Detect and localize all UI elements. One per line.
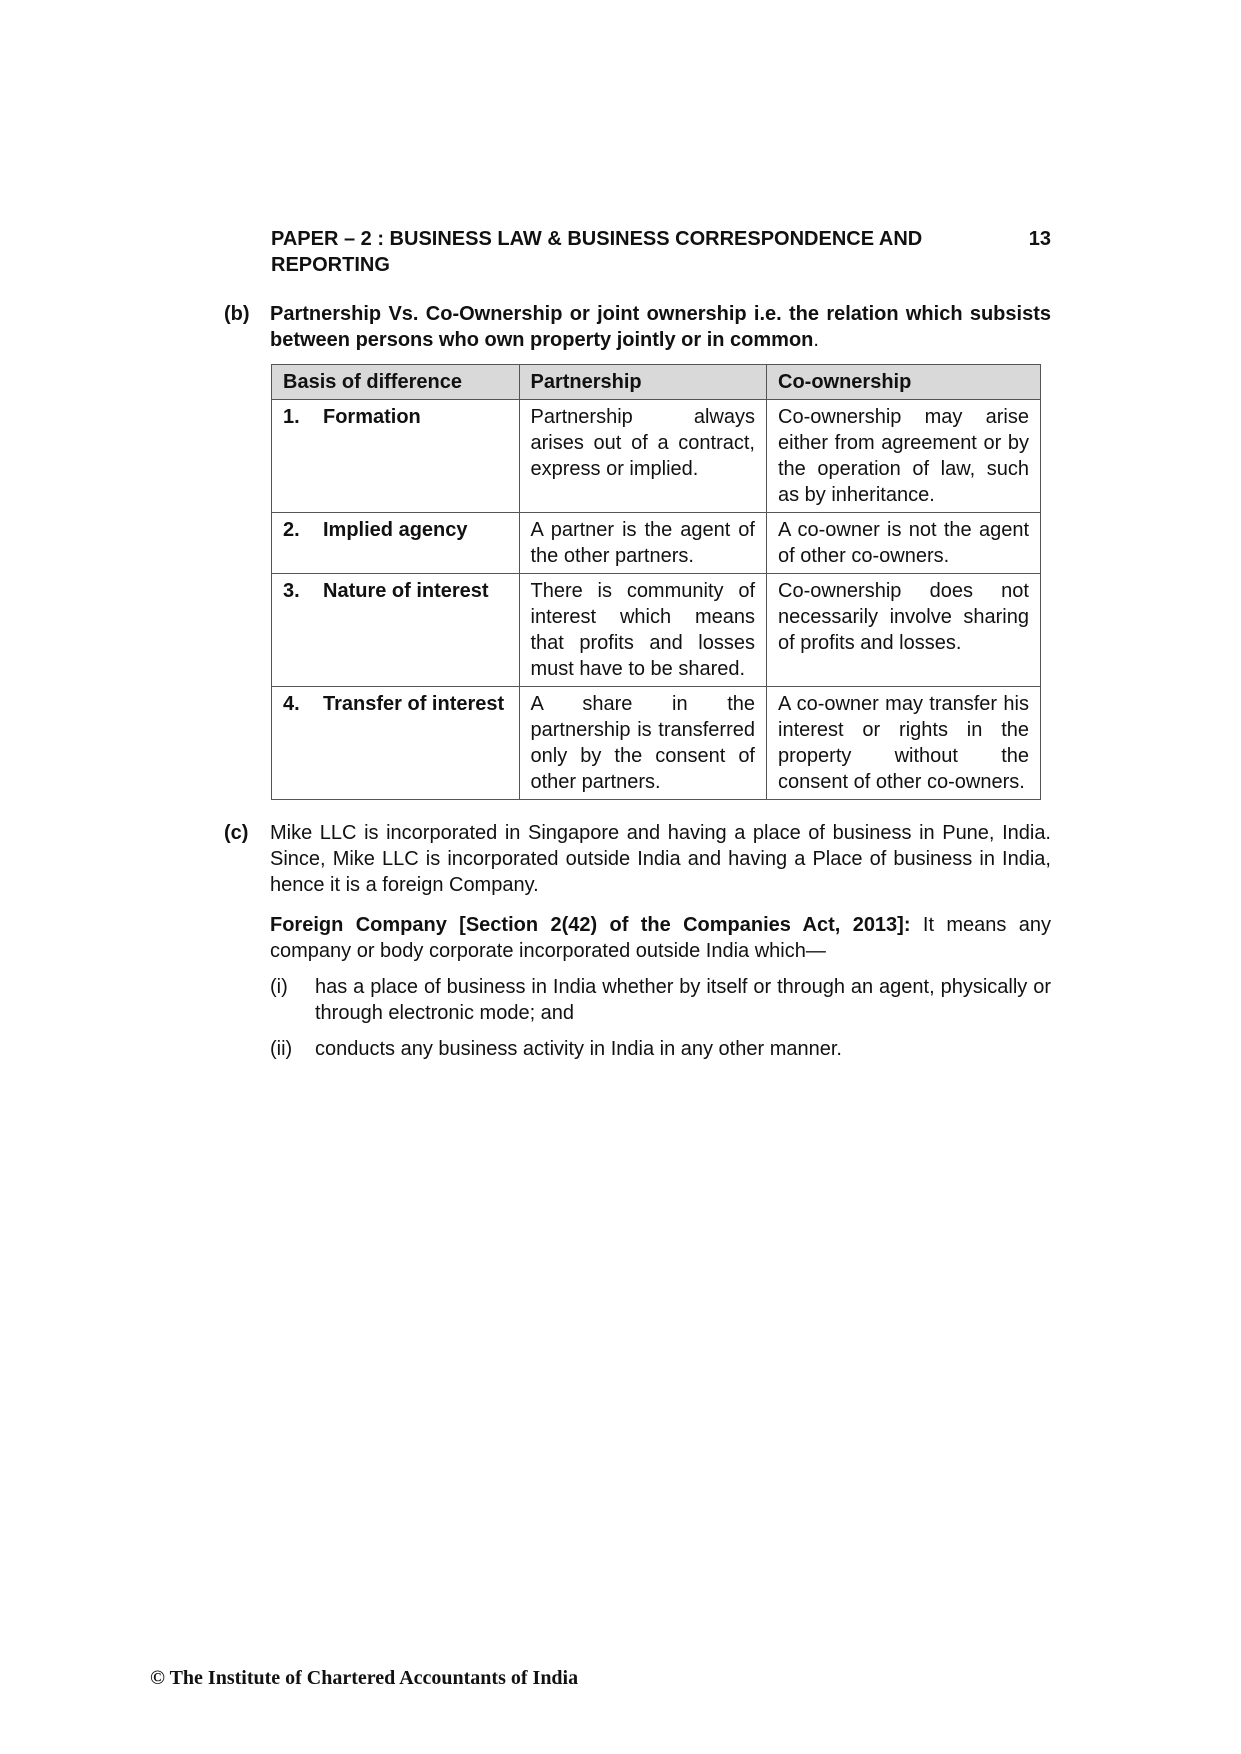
footer-copyright: © The Institute of Chartered Accountants of India — [150, 1667, 579, 1689]
coownership-cell: A co-owner is not the agent of other co-owners. — [767, 513, 1041, 574]
list-item — [270, 974, 1051, 1026]
table-header-row — [272, 365, 1041, 400]
section-b-label: (b) — [224, 303, 250, 325]
partnership-cell: A share in the partnership is transferred only by the consent of other partners. — [519, 687, 767, 800]
row-number: 1. — [283, 406, 300, 428]
page-header — [271, 226, 1051, 278]
definition-heading: Foreign Company [Section 2(42) of the Companies Act, 2013]: — [270, 914, 911, 936]
column-header-partnership: Partnership — [519, 365, 767, 400]
table-row — [272, 687, 1041, 800]
basis-cell — [272, 400, 520, 513]
column-header-basis: Basis of difference — [272, 365, 520, 400]
partnership-cell: A partner is the agent of the other partners. — [519, 513, 767, 574]
table-row — [272, 513, 1041, 574]
row-number: 4. — [283, 693, 300, 715]
table-row — [272, 574, 1041, 687]
coownership-cell: Co-ownership may arise either from agreement or by the operation of law, such as by inheritance. — [767, 400, 1041, 513]
basis-label: Formation — [323, 406, 421, 428]
comparison-table — [271, 364, 1041, 800]
list-text: has a place of business in India whether by itself or through an agent, physically or through electronic mode; and — [315, 976, 1051, 1024]
section-b-heading-text: Partnership Vs. Co-Ownership or joint ownership i.e. the relation which subsists between persons who own property jointly or in common — [270, 303, 1051, 351]
page-number: 13 — [1028, 228, 1051, 250]
basis-cell — [272, 513, 520, 574]
foreign-company-definition — [270, 912, 1051, 964]
section-c-label: (c) — [224, 822, 249, 844]
section-c-paragraph: Mike LLC is incorporated in Singapore and having a place of business in Pune, India. Since, Mike LLC is incorporated outside India and having a Place of business in India, hence it is a foreign Company. — [270, 822, 1051, 896]
row-number: 2. — [283, 519, 300, 541]
partnership-cell: There is community of interest which means that profits and losses must have to be shared. — [519, 574, 767, 687]
list-text: conducts any business activity in India in any other manner. — [315, 1038, 842, 1060]
table-row — [272, 400, 1041, 513]
basis-label: Implied agency — [323, 519, 468, 541]
basis-label: Nature of interest — [323, 580, 489, 602]
basis-cell — [272, 574, 520, 687]
section-c — [224, 820, 1051, 1062]
header-title: PAPER – 2 : BUSINESS LAW & BUSINESS CORRESPONDENCE AND REPORTING — [271, 228, 923, 276]
row-number: 3. — [283, 580, 300, 602]
column-header-coownership: Co-ownership — [767, 365, 1041, 400]
section-b-heading-tail: . — [813, 329, 819, 351]
basis-cell — [272, 687, 520, 800]
coownership-cell: A co-owner may transfer his interest or rights in the property without the consent of other co-owners. — [767, 687, 1041, 800]
list-marker: (i) — [270, 976, 288, 998]
partnership-cell: Partnership always arises out of a contract, express or implied. — [519, 400, 767, 513]
list-item — [270, 1036, 1051, 1062]
section-b-heading — [270, 301, 1051, 353]
list-marker: (ii) — [270, 1038, 293, 1060]
coownership-cell: Co-ownership does not necessarily involve sharing of profits and losses. — [767, 574, 1041, 687]
basis-label: Transfer of interest — [323, 693, 505, 715]
section-b — [224, 301, 1051, 353]
definition-text: It means any company or body corporate incorporated outside India which— — [270, 914, 1052, 962]
